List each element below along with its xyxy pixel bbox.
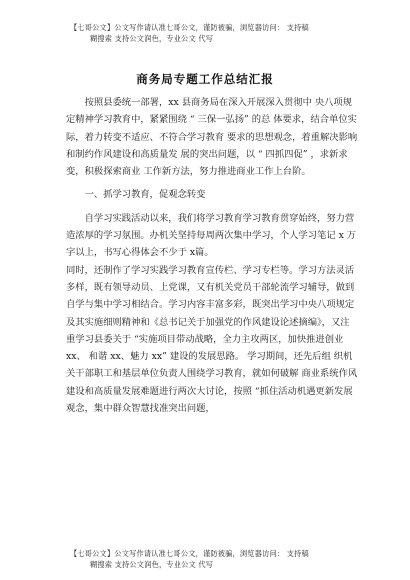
banner-line-1: 【七哥公文】公文写作请认准七哥公文，谨防被骗，浏览器访问： 支持稿	[70, 549, 309, 558]
banner-line-1: 【七哥公文】公文写作请认准七哥公文，谨防被骗，浏览器访问： 支持稿	[70, 23, 309, 32]
document-title: 商务局专题工作总结汇报	[136, 72, 274, 86]
document-body	[66, 94, 358, 417]
bottom-watermark-banner	[70, 548, 390, 570]
banner-line-2: 糊搜索 支持公文润色，专业公文 代写	[90, 34, 214, 43]
section-heading: 一、抓学习教育，促观念转变	[84, 189, 206, 201]
banner-line-2: 糊搜索 支持公文润色，专业公文 代写	[90, 560, 214, 569]
paragraph-intro: 按照县委统一部署，xx 县商务局在深入开展深入贯彻中 央八项规定精神学习教育中，紧紧围绕 “ 三保一弘扬” 的总 体要求，结合单位实际，着力转变不适应、不符合学习教育 要求的思想观念，着重解决影响和制约作风建设和高质量发 展的突出问题，以 “ 四抓四促” ，求新求变，积极探索商业 工作新方法，努力推进商业工作上台阶。	[66, 97, 358, 178]
paragraph-methods: 同时，还制作了学习实践学习教育宣传栏、学习专栏等。学习方法灵活多样，既有领导动员、上党课，又有机关党员干部轮流学习辅导，做到自学与集中学习相结合。学习内容丰富多彩，既突出学习中央八项规定及其实施细则精神和《总书记关于加强党的作风建设论述摘编》，又注重学习县委关于 “实施项目带动战略，全力主攻两区，加快推进创业xx、 和谐 xx、魅力 xx” 建设的发展思路。 学习期间，还先后组 织机关干部职工和基层单位负责人围绕学习教育，就如何破解 商业系统作风建设和高质量发展难题进行两次大讨论，按照 “抓住活动机遇更新发展观念，集中群众智慧找准突出问题，	[66, 264, 358, 415]
top-watermark-banner	[70, 22, 390, 44]
paragraph-study: 自学习实践活动以来，我们将学习教育学习教育贯穿始终，努力营造浓厚的学习氛围。办机关坚持每周两次集中学习，个人学习笔记 x 万字以上，书写心得体会不少于 x篇。	[66, 212, 357, 259]
